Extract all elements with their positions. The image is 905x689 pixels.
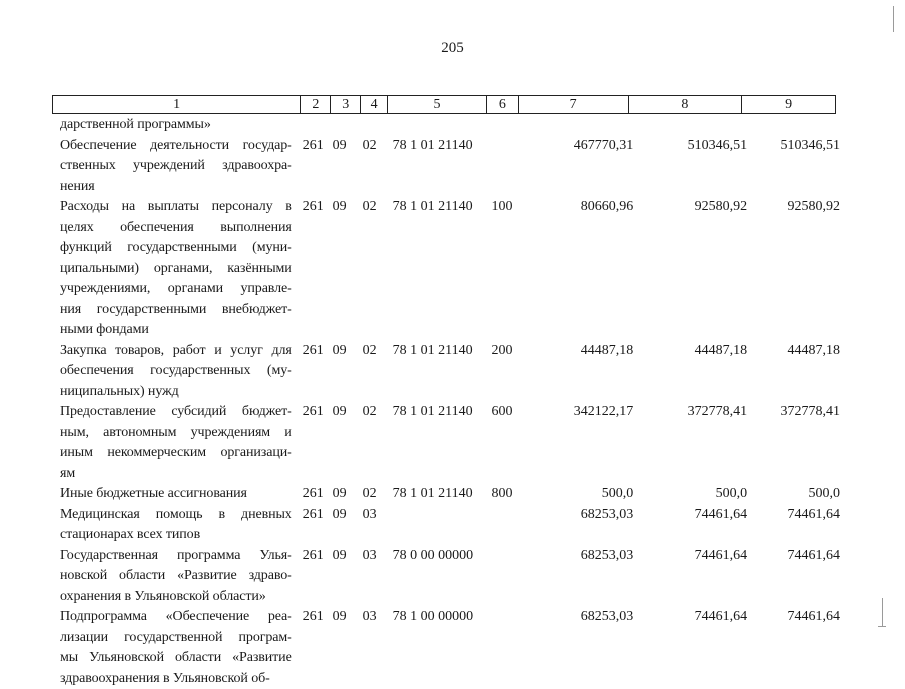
row-name (60, 505, 292, 546)
table-row (60, 505, 840, 546)
row-razdel: 09 (333, 197, 363, 218)
row-value-col8: 44487,18 (633, 341, 747, 362)
header-col-1: 1 (53, 96, 301, 113)
row-value-col9: 500,0 (747, 484, 840, 505)
row-value-col8: 74461,64 (633, 546, 747, 567)
row-razdel: 09 (333, 607, 363, 628)
table-body (60, 115, 840, 689)
table-row (60, 546, 840, 608)
row-name-line: целях обеспечения выполнения (60, 218, 292, 239)
row-name-line: ния государственными внебюджет- (60, 300, 292, 321)
row-code: 261 (303, 607, 333, 628)
scan-mark-right-tick (878, 626, 886, 627)
row-value-col7: 342122,17 (523, 402, 633, 423)
row-podrazdel: 03 (363, 607, 393, 628)
row-name-line: нения (60, 177, 292, 198)
row-csr: 78 1 01 21140 (393, 402, 492, 423)
row-code: 261 (303, 505, 333, 526)
row-name (60, 341, 292, 403)
row-razdel: 09 (333, 484, 363, 505)
row-name (60, 546, 292, 608)
row-name-line: функций государственными (муни- (60, 238, 292, 259)
row-name-line: новской области «Развитие здраво- (60, 566, 292, 587)
row-name-line: учреждениями, органами управле- (60, 279, 292, 300)
row-name (60, 484, 292, 505)
row-vr: 800 (491, 484, 523, 505)
row-name-line: Государственная программа Улья- (60, 546, 292, 567)
row-razdel: 09 (333, 136, 363, 157)
row-name-line: ципальными) органами, казёнными (60, 259, 292, 280)
row-value-col7: 467770,31 (523, 136, 633, 157)
row-value-col9: 92580,92 (747, 197, 840, 218)
row-name-line: ным, автономным учреждениям и (60, 423, 292, 444)
header-col-4: 4 (361, 96, 388, 113)
row-name (60, 607, 292, 689)
row-code: 261 (303, 546, 333, 567)
row-value-col8: 74461,64 (633, 505, 747, 526)
table-row (60, 197, 840, 341)
table-row (60, 607, 840, 689)
row-value-col9: 74461,64 (747, 505, 840, 526)
header-col-6: 6 (487, 96, 519, 113)
row-code: 261 (303, 484, 333, 505)
header-col-7: 7 (519, 96, 629, 113)
row-name-line: Подпрограмма «Обеспечение реа- (60, 607, 292, 628)
row-name (60, 402, 292, 484)
row-value-col9: 44487,18 (747, 341, 840, 362)
table-row (60, 341, 840, 403)
row-podrazdel: 02 (363, 484, 393, 505)
row-podrazdel: 02 (363, 402, 393, 423)
row-value-col7: 68253,03 (523, 546, 633, 567)
row-name (60, 197, 292, 341)
row-name-line: Закупка товаров, работ и услуг для (60, 341, 292, 362)
row-csr: 78 1 00 00000 (393, 607, 492, 628)
row-code: 261 (303, 136, 333, 157)
row-value-col9: 74461,64 (747, 546, 840, 567)
row-podrazdel: 03 (363, 505, 393, 526)
row-code: 261 (303, 402, 333, 423)
row-code: 261 (303, 197, 333, 218)
row-name-line: Медицинская помощь в дневных (60, 505, 292, 526)
row-value-col8: 500,0 (633, 484, 747, 505)
table-header (52, 95, 836, 114)
row-value-col7: 80660,96 (523, 197, 633, 218)
table-row (60, 484, 840, 505)
row-name-line: ственных учреждений здравоохра- (60, 156, 292, 177)
row-razdel: 09 (333, 505, 363, 526)
row-name-line: Расходы на выплаты персоналу в (60, 197, 292, 218)
row-value-col7: 68253,03 (523, 505, 633, 526)
row-vr: 100 (491, 197, 523, 218)
row-value-col8: 372778,41 (633, 402, 747, 423)
row-csr: 78 1 01 21140 (393, 341, 492, 362)
row-value-col8: 74461,64 (633, 607, 747, 628)
row-razdel: 09 (333, 341, 363, 362)
row-value-col8: 92580,92 (633, 197, 747, 218)
row-code: 261 (303, 341, 333, 362)
table-row (60, 115, 840, 136)
row-csr: 78 1 01 21140 (393, 197, 492, 218)
row-name-line: Иные бюджетные ассигнования (60, 484, 292, 505)
row-name-line: ям (60, 464, 292, 485)
table-row (60, 136, 840, 198)
header-col-3: 3 (331, 96, 361, 113)
scan-mark-top-right (893, 6, 894, 32)
header-col-9: 9 (742, 96, 835, 113)
row-csr: 78 0 00 00000 (393, 546, 492, 567)
row-podrazdel: 02 (363, 341, 393, 362)
row-csr: 78 1 01 21140 (393, 484, 492, 505)
row-value-col7: 68253,03 (523, 607, 633, 628)
row-name-line: здравоохранения в Ульяновской об- (60, 669, 292, 689)
row-vr: 600 (491, 402, 523, 423)
row-name-line: ными фондами (60, 320, 292, 341)
row-podrazdel: 02 (363, 197, 393, 218)
row-csr: 78 1 01 21140 (393, 136, 492, 157)
row-value-col8: 510346,51 (633, 136, 747, 157)
row-value-col9: 74461,64 (747, 607, 840, 628)
row-name-line: охранения в Ульяновской области» (60, 587, 292, 608)
row-razdel: 09 (333, 546, 363, 567)
row-podrazdel: 03 (363, 546, 393, 567)
row-name-line: иным некоммерческим организаци- (60, 443, 292, 464)
table-row (60, 402, 840, 484)
row-name-line: дарственной программы» (60, 115, 292, 136)
row-razdel: 09 (333, 402, 363, 423)
row-value-col7: 44487,18 (523, 341, 633, 362)
row-podrazdel: 02 (363, 136, 393, 157)
row-value-col9: 510346,51 (747, 136, 840, 157)
row-name-line: Предоставление субсидий бюджет- (60, 402, 292, 423)
page-number: 205 (0, 40, 905, 57)
row-name-line: обеспечения государственных (му- (60, 361, 292, 382)
row-name-line: Обеспечение деятельности государ- (60, 136, 292, 157)
row-value-col9: 372778,41 (747, 402, 840, 423)
header-col-5: 5 (388, 96, 487, 113)
row-name-line: ниципальных) нужд (60, 382, 292, 403)
scan-mark-right (882, 598, 883, 626)
row-name (60, 115, 292, 136)
row-name (60, 136, 292, 198)
header-col-2: 2 (301, 96, 331, 113)
row-name-line: стационарах всех типов (60, 525, 292, 546)
row-vr: 200 (491, 341, 523, 362)
header-col-8: 8 (629, 96, 743, 113)
row-name-line: лизации государственной програм- (60, 628, 292, 649)
row-value-col7: 500,0 (523, 484, 633, 505)
row-name-line: мы Ульяновской области «Развитие (60, 648, 292, 669)
